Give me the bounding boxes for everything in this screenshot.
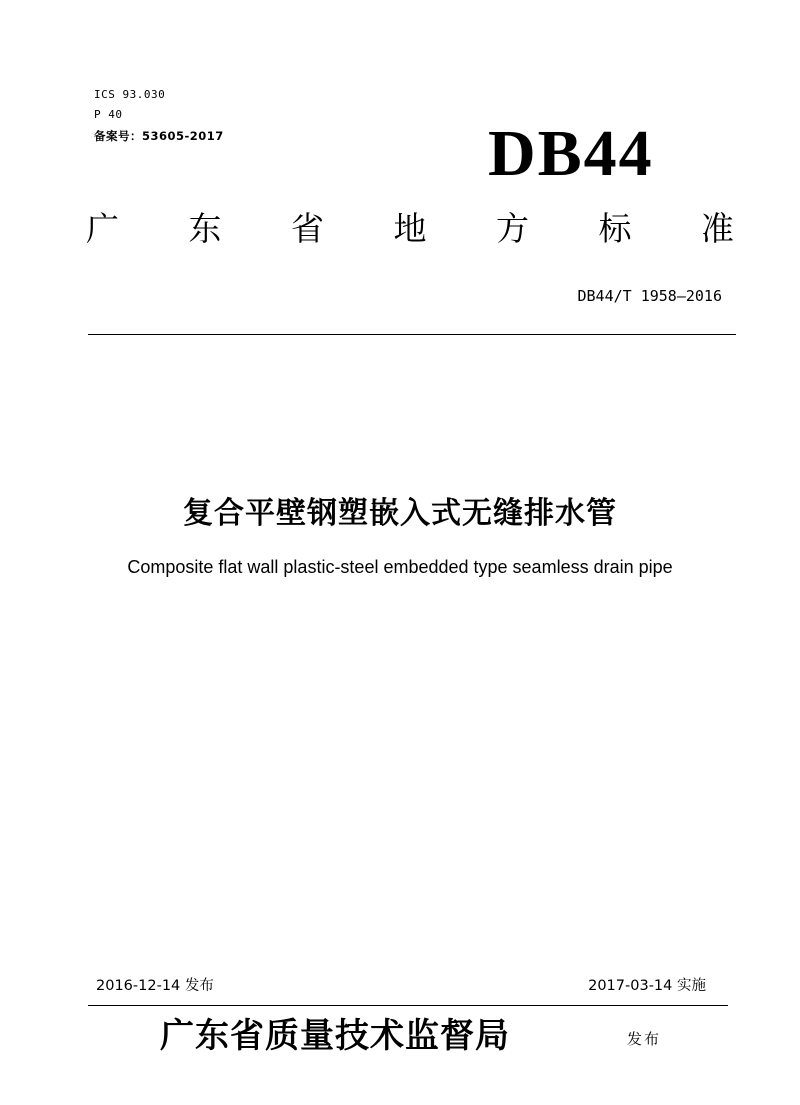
document-title-zh: 复合平壁钢塑嵌入式无缝排水管 — [183, 496, 617, 531]
standard-type-char: 广 — [86, 209, 119, 248]
standard-type-char: 标 — [598, 209, 632, 248]
standard-type-char: 准 — [701, 209, 734, 248]
issuer-name: 广东省质量技术监督局 — [160, 1016, 510, 1056]
ics-code: ICS 93.030 — [94, 88, 166, 101]
standard-type-char: 方 — [496, 209, 529, 248]
document-title-en: Composite flat wall plastic-steel embedded type seamless drain pipe — [127, 557, 673, 577]
standard-type-char: 东 — [188, 209, 222, 248]
standard-type-title — [86, 206, 734, 252]
header-divider — [88, 334, 736, 335]
issuer-suffix: 发布 — [627, 1030, 662, 1048]
record-number: 备案号：53605-2017 — [94, 129, 224, 143]
standard-type-char: 省 — [291, 209, 324, 248]
issue-date: 2016-12-14 发布 — [96, 978, 214, 994]
implementation-date: 2017-03-14 实施 — [588, 978, 706, 994]
standard-number: DB44/T 1958—2016 — [577, 287, 722, 305]
db44-mark: DB44 — [488, 117, 654, 190]
standard-type-char: 地 — [393, 209, 427, 248]
footer-divider — [88, 1005, 728, 1006]
p-code: P 40 — [94, 108, 123, 121]
